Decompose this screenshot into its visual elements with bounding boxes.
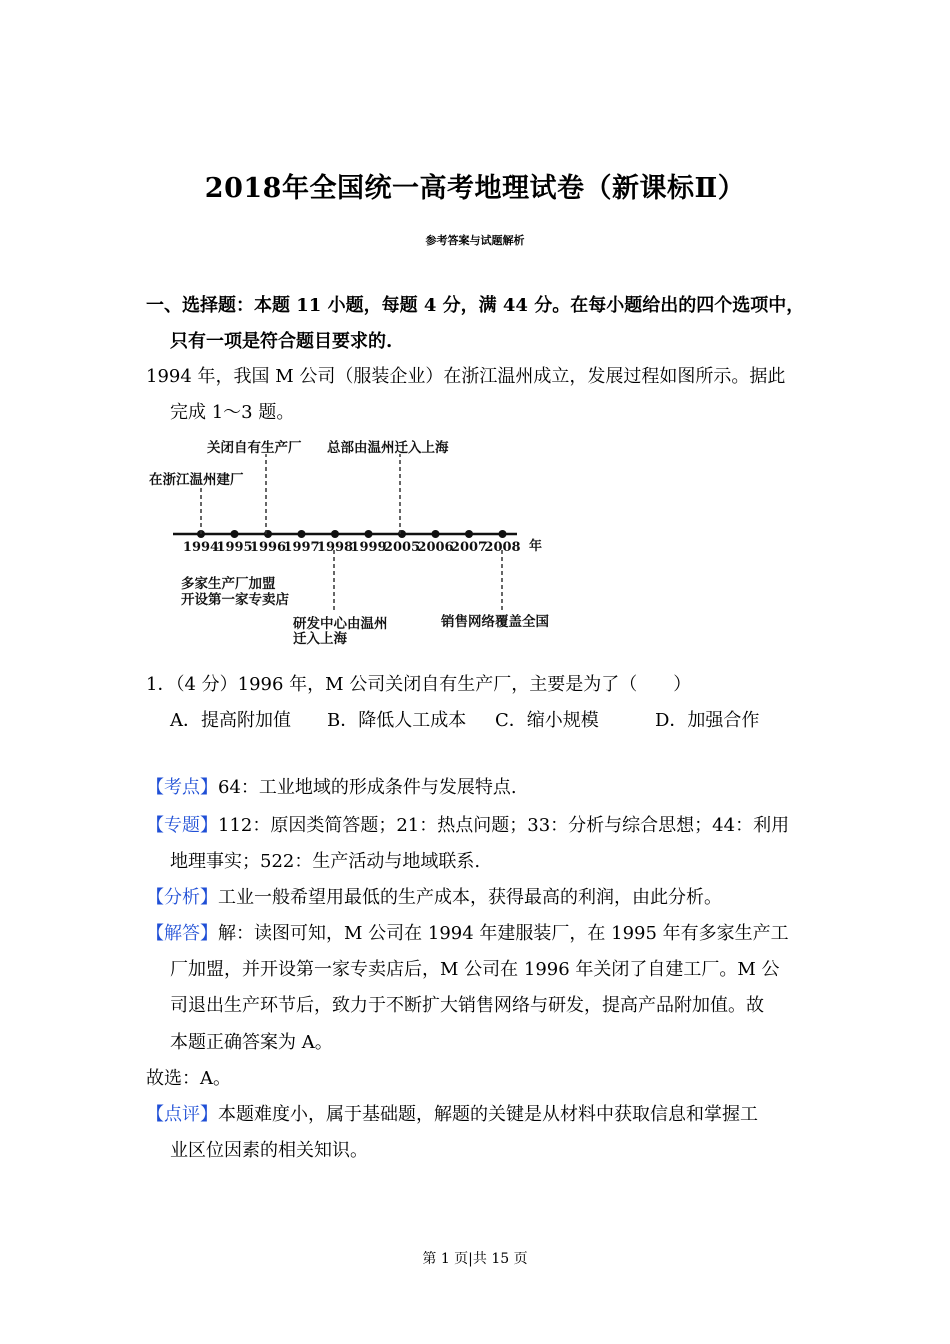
timeline-year-2007: 2007 xyxy=(450,540,488,555)
timeline-dot-1998 xyxy=(331,530,339,538)
jieda-text3: 司退出生产环节后，致力于不断扩大销售网络与研发，提高产品附加值。故 xyxy=(170,995,764,1016)
timeline-year-1996: 1996 xyxy=(249,540,287,555)
zhuanti-row xyxy=(146,811,789,837)
zhuanti-text1: 112：原因类简答题；21：热点问题；33：分析与综合思想；44：利用 xyxy=(218,815,790,836)
label-1998-line1: 研发中心由温州 xyxy=(293,616,388,632)
fenxi-tag: 【分析】 xyxy=(146,887,218,908)
dianping-text1: 本题难度小，属于基础题，解题的关键是从材料中获取信息和掌握工 xyxy=(218,1104,758,1125)
timeline-year-1999: 1999 xyxy=(350,540,387,555)
timeline-dot-2007 xyxy=(465,530,473,538)
label-2008: 销售网络覆盖全国 xyxy=(441,614,549,630)
label-1995-line2: 开设第一家专卖店 xyxy=(181,592,289,608)
jieda-text1: 解：读图可知，M 公司在 1994 年建服装厂，在 1995 年有多家生产工 xyxy=(218,923,789,944)
jieda-row xyxy=(146,919,789,945)
section-heading-line1: 一、选择题：本题 11 小题，每题 4 分，满 44 分。在每小题给出的四个选项中， xyxy=(146,295,805,316)
zhuanti-tag: 【专题】 xyxy=(146,815,218,836)
answer-line: 故选：A。 xyxy=(146,1068,231,1089)
question-stem: 1．（4 分）1996 年，M 公司关闭自有生产厂，主要是为了（ ） xyxy=(146,674,692,695)
jieda-tag: 【解答】 xyxy=(146,923,218,944)
timeline-dot-2008 xyxy=(499,530,507,538)
kaodian-tag: 【考点】 xyxy=(146,777,218,798)
year-unit: 年 xyxy=(529,539,543,554)
timeline-year-2006: 2006 xyxy=(417,540,454,555)
timeline-year-1994: 1994 xyxy=(182,540,220,555)
dianping-tag: 【点评】 xyxy=(146,1104,218,1125)
option-d: D．加强合作 xyxy=(655,710,760,731)
option-b: B．降低人工成本 xyxy=(327,710,467,731)
section-heading-line2: 只有一项是符合题目要求的. xyxy=(170,331,393,352)
timeline-dot-1995 xyxy=(231,530,239,538)
label-1995-line1: 多家生产厂加盟 xyxy=(181,576,276,592)
page-subtitle: 参考答案与试题解析 xyxy=(425,234,525,247)
timeline-dot-1997 xyxy=(298,530,306,538)
label-2005: 总部由温州迁入上海 xyxy=(327,440,449,456)
page-footer: 第 1 页|共 15 页 xyxy=(422,1251,528,1267)
timeline-year-1998: 1998 xyxy=(316,540,354,555)
zhuanti-text2: 地理事实；522：生产活动与地域联系. xyxy=(170,851,481,872)
timeline-dot-2005 xyxy=(398,530,406,538)
timeline-dot-2006 xyxy=(432,530,440,538)
timeline-year-2008: 2008 xyxy=(484,540,521,555)
jieda-text2: 厂加盟，并开设第一家专卖店后，M 公司在 1996 年关闭了自建工厂。M 公 xyxy=(170,959,780,980)
dianping-row xyxy=(146,1100,758,1126)
label-1998-line2: 迁入上海 xyxy=(293,631,347,647)
kaodian-text: 64：工业地域的形成条件与发展特点. xyxy=(218,777,517,798)
jieda-text4: 本题正确答案为 A。 xyxy=(170,1032,333,1053)
timeline-figure xyxy=(145,432,575,647)
timeline-dot-1996 xyxy=(264,530,272,538)
option-c: C．缩小规模 xyxy=(495,710,599,731)
label-1994: 在浙江温州建厂 xyxy=(149,472,244,488)
page-title: 2018年全国统一高考地理试卷（新课标Ⅱ） xyxy=(204,173,746,204)
label-1996: 关闭自有生产厂 xyxy=(207,440,302,456)
intro-line1: 1994 年，我国 M 公司（服装企业）在浙江温州成立，发展过程如图所示。据此 xyxy=(146,366,786,387)
timeline-year-2005: 2005 xyxy=(383,540,421,555)
intro-line2: 完成 1～3 题。 xyxy=(170,402,295,423)
timeline-dot-1999 xyxy=(365,530,373,538)
dianping-text2: 业区位因素的相关知识。 xyxy=(170,1140,368,1161)
timeline-year-1995: 1995 xyxy=(216,540,253,555)
timeline-year-1997: 1997 xyxy=(283,540,320,555)
option-a: A．提高附加值 xyxy=(170,710,291,731)
fenxi-text: 工业一般希望用最低的生产成本，获得最高的利润，由此分析。 xyxy=(218,887,722,908)
fenxi-row xyxy=(146,883,722,909)
kaodian-row xyxy=(146,773,517,799)
